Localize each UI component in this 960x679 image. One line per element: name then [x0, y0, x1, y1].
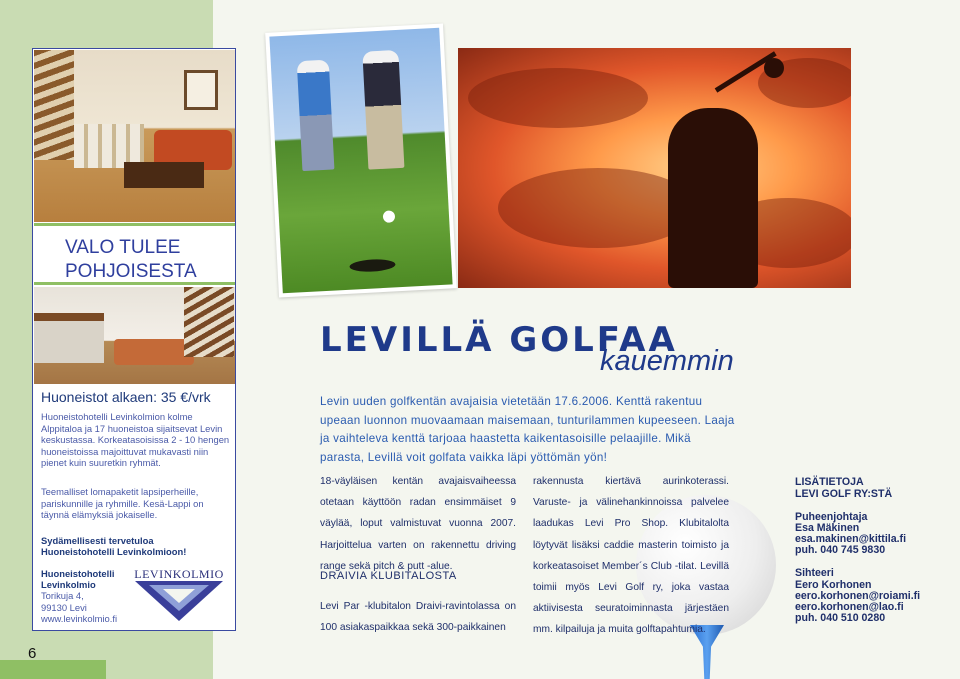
info-name-chair: Esa Mäkinen: [795, 522, 860, 534]
ad-description: Huoneistohotelli Levinkolmion kolme Alppitaloa ja 17 huoneistoa sijaitsevat Levin keskustassa. Korkeatasoisissa 2 - 10 hengen huoneistoissa majoittuvat mukavasti niin pienet kuin suuretkin ryhmät.: [41, 411, 230, 468]
footer-bar: [0, 660, 106, 679]
ad-banner-line1: VALO TULEE: [65, 237, 181, 258]
info-phone-secretary: puh. 040 510 0280: [795, 612, 886, 624]
article-column1-continued: Levi Par -klubitalon Draivi-ravintolassa on 100 asiakaspaikkaa sekä 300-paikkainen: [320, 601, 516, 634]
info-role-chair: Puheenjohtaja: [795, 511, 868, 523]
info-role-secretary: Sihteeri: [795, 567, 834, 579]
ad-packages: Teemalliset lomapaketit lapsiperheille, pariskunnille ja ryhmille. Kesä-Lappi on täynnä elämyksiä jokaiselle.: [41, 486, 204, 520]
info-email-secretary-2[interactable]: eero.korhonen@lao.fi: [795, 601, 904, 613]
article-column1: 18-väyläisen kentän avajaisvaiheessa otetaan käyttöön radan ensimmäiset 9 väylää, loput valmistuvat vuonna 2007. Harjoittelua varten on rakennettu driving range sekä pitch & putt -alue.: [320, 476, 516, 572]
ad-banner: [34, 223, 235, 285]
ad-price: Huoneistot alkaen: 35 €/vrk: [41, 389, 211, 405]
article-lead: Levin uuden golfkentän avajaisia vietetään 17.6.2006. Kenttä rakentuu upeaan luonnon muovaamaan maisemaan, tunturilammen kupeeseen. Laaja ja vaihteleva kenttä tarjoaa haastetta kaikentasoisille pelaajille. Mikä parasta, Levillä voit golfata vaikka läpi yöttömän yön!: [320, 395, 735, 464]
golfers-on-green-photo: [265, 24, 457, 298]
article-headline: LEVILLÄ GOLFAA: [320, 320, 678, 360]
info-title2: LEVI GOLF RY:STÄ: [795, 488, 893, 500]
ad-welcome-line2: Huoneistohotelli Levinkolmioon!: [41, 546, 187, 557]
ad-welcome-line1: Sydämellisesti tervetuloa: [41, 535, 154, 546]
article-subheadline: kauemmin: [600, 345, 734, 377]
ad-address-name2: Levinkolmio: [41, 579, 96, 590]
footer-bar-light: [106, 660, 213, 679]
levinkolmio-ad: [32, 48, 236, 631]
apartment-kitchen-photo: [34, 287, 235, 384]
info-email-chair[interactable]: esa.makinen@kittila.fi: [795, 533, 907, 545]
apartment-living-room-photo: [34, 50, 235, 222]
page-number: 6: [28, 645, 37, 662]
ad-address-city: 99130 Levi: [41, 602, 87, 613]
info-title1: LISÄTIETOJA: [795, 476, 864, 488]
info-email-secretary-1[interactable]: eero.korhonen@roiami.fi: [795, 590, 921, 602]
article-subheading: DRAIVIA KLUBITALOSTA: [320, 570, 457, 582]
ad-website-link[interactable]: www.levinkolmio.fi: [41, 613, 118, 624]
info-name-secretary: Eero Korhonen: [795, 579, 872, 591]
ad-banner-line2: POHJOISESTA: [65, 261, 197, 282]
logo-text: LEVINKOLMIO: [134, 567, 224, 581]
ad-address-name1: Huoneistohotelli: [41, 568, 115, 579]
golfer-sunset-photo: [458, 48, 851, 288]
levinkolmio-logo: [129, 567, 229, 627]
article-column2: rakennusta kiertävä aurinkoterassi. Varuste- ja välinehankinnoissa palvelee laadukas Levi Pro Shop. Klubitalolta löytyvät lisäksi caddie masterin toimisto ja korkeatasoiset Member´s Club -tilat. Levillä toimii myös Levi Golf ry, joka vastaa aktiivisesta seuratoiminnasta järjestäen mm. kilpailuja ja muita golftapahtumia.: [533, 476, 729, 636]
ad-address-street: Torikuja 4,: [41, 590, 84, 601]
info-phone-chair: puh. 040 745 9830: [795, 544, 886, 556]
